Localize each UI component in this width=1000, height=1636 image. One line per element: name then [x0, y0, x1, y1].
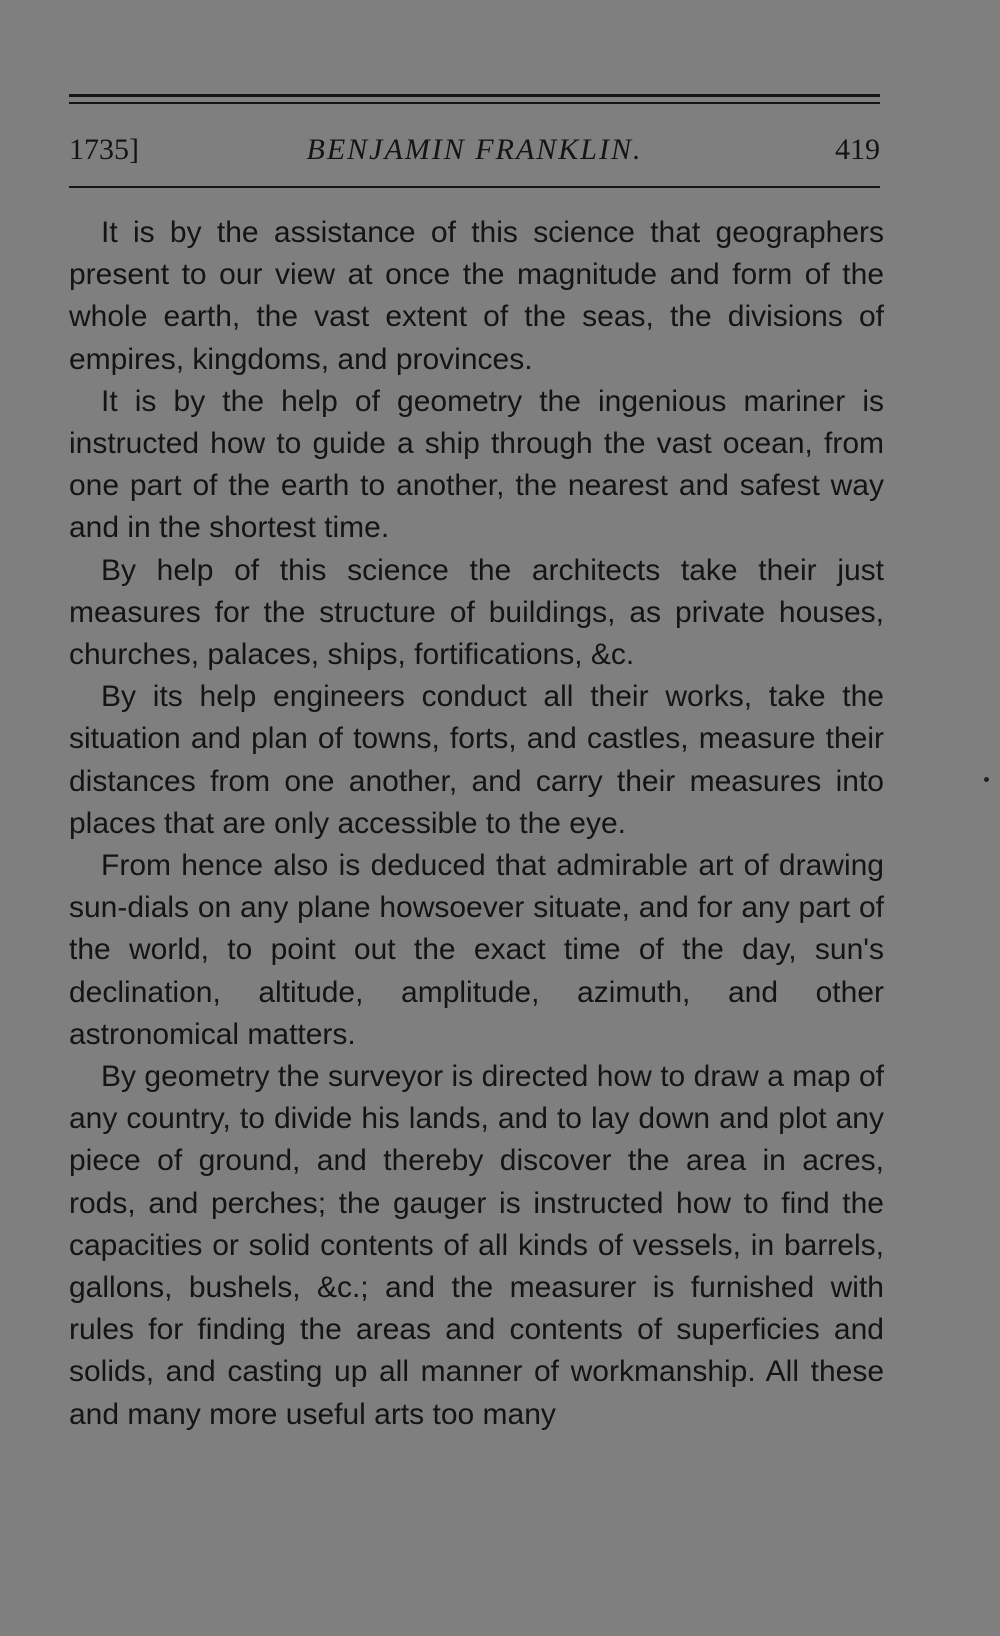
top-rule-thin — [69, 102, 880, 104]
running-head — [69, 128, 880, 172]
paragraph-geographers: It is by the assistance of this science that geographers present to our view at once the magnitude and form of the whole earth, the vast extent of the seas, the divisions of empires, kingdoms, and provinces. — [69, 216, 884, 376]
top-double-rule — [69, 94, 880, 106]
paragraph-mariner: It is by the help of geometry the ingenious mariner is instructed how to guide a ship through the vast ocean, from one part of the earth to another, the nearest and safest way and in the shortest time. — [69, 384, 884, 545]
page-number: 419 — [835, 133, 880, 166]
paragraph-engineers: By its help engineers conduct all their works, take the situation and plan of towns, forts, and castles, measure their distances from one another, and carry their measures into places that are only accessible to the eye. — [69, 680, 884, 840]
top-rule-thick — [69, 94, 880, 97]
paragraph-sun-dials: From hence also is deduced that admirable art of drawing sun-dials on any plane howsoever situate, and for any part of the world, to point out the exact time of the day, sun's declination, altitude, amplitude, azimuth, and other astronomical matters. — [69, 849, 884, 1051]
paragraph-surveyor: By geometry the surveyor is directed how to draw a map of any country, to divide his lands, and to lay down and plot any piece of ground, and thereby discover the area in acres, rods, and perches; the gauger is instructed how to find the capacities or solid contents of all kinds of vessels, in barrels, gallons, bushels, &c.; and the measurer is furnished with rules for finding the areas and contents of superficies and solids, and casting up all manner of workmanship. All these and many more useful arts too many — [69, 1060, 884, 1431]
header-title: BENJAMIN FRANKLIN. — [306, 133, 643, 166]
header-rule — [69, 186, 880, 188]
header-year: 1735] — [69, 133, 139, 166]
paragraph-architects: By help of this science the architects take their just measures for the structure of buildings, as private houses, churches, palaces, ships, fortifications, &c. — [69, 553, 884, 672]
body-text — [69, 212, 884, 1436]
scan-speck — [984, 777, 989, 782]
